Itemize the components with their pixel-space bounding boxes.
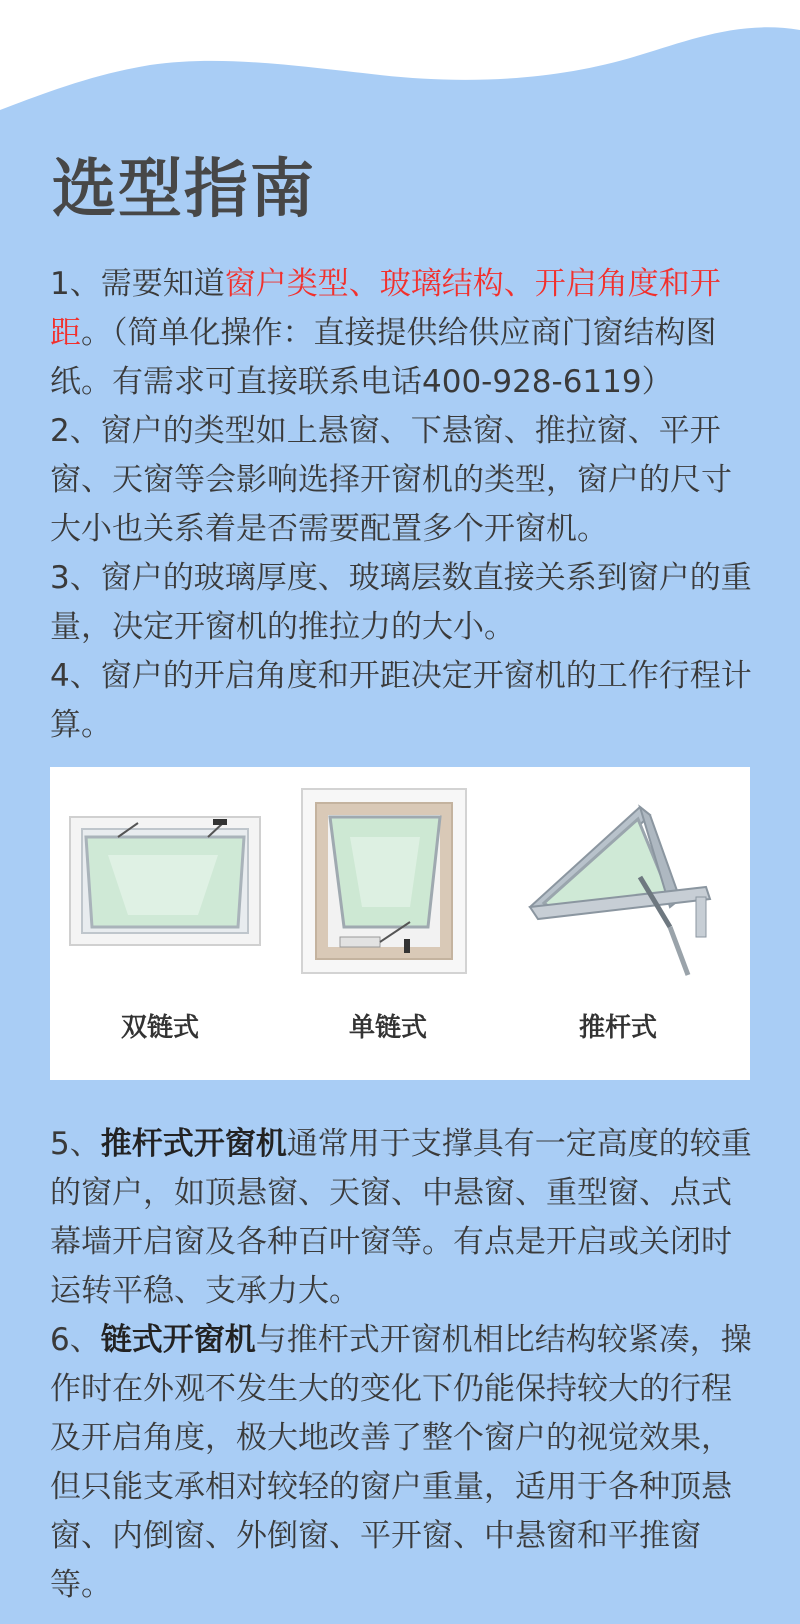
guide-item-6-suffix: 与推杆式开窗机相比结构较紧凑，操作时在外观不发生大的变化下仍能保持较大的行程及开启角度，极大地改善了整个窗户的视觉效果，但只能支承相对较轻的窗户重量，适用于各种顶悬窗、内倒窗、外倒窗、平开窗、中悬窗和平推窗等。 bbox=[50, 1322, 752, 1603]
single-chain-window-icon bbox=[300, 787, 470, 977]
guide-item-2: 2、窗户的类型如上悬窗、下悬窗、推拉窗、平开窗、天窗等会影响选择开窗机的类型，窗户的尺寸大小也关系着是否需要配置多个开窗机。 bbox=[50, 413, 732, 547]
push-rod-window-icon bbox=[520, 787, 720, 977]
guide-item-1 bbox=[50, 260, 760, 407]
guide-item-1-highlight: 窗户类型、玻璃结构、开启角度和开距 bbox=[50, 266, 721, 351]
guide-item-5 bbox=[50, 1120, 760, 1316]
opener-description-text bbox=[50, 1120, 760, 1610]
window-types-figure bbox=[50, 767, 750, 1080]
guide-item-5-bold: 推杆式开窗机 bbox=[100, 1126, 287, 1162]
guide-item-1-prefix: 1、需要知道 bbox=[50, 266, 225, 302]
guide-item-1-suffix: 。（简单化操作：直接提供给供应商门窗结构图纸。有需求可直接联系电话400-928-6119） bbox=[50, 315, 717, 400]
wave-decoration bbox=[0, 0, 800, 140]
guide-item-5-prefix: 5、 bbox=[50, 1126, 101, 1162]
double-chain-window-icon bbox=[68, 815, 263, 950]
push-rod-label: 推杆式 bbox=[578, 1013, 657, 1043]
guide-item-6-prefix: 6、 bbox=[50, 1322, 101, 1358]
guide-item-5-suffix: 通常用于支撑具有一定高度的较重的窗户，如顶悬窗、天窗、中悬窗、重型窗、点式幕墙开启窗及各种百叶窗等。有点是开启或关闭时运转平稳、支承力大。 bbox=[50, 1126, 752, 1309]
guide-item-6 bbox=[50, 1316, 760, 1610]
single-chain-label: 单链式 bbox=[348, 1013, 427, 1043]
guide-item-3: 3、窗户的玻璃厚度、玻璃层数直接关系到窗户的重量，决定开窗机的推拉力的大小。 bbox=[50, 560, 752, 645]
guide-item-4: 4、窗户的开启角度和开距决定开窗机的工作行程计算。 bbox=[50, 658, 752, 743]
double-chain-label: 双链式 bbox=[120, 1013, 199, 1043]
page-title: 选型指南 bbox=[52, 153, 316, 227]
guide-item-6-bold: 链式开窗机 bbox=[100, 1322, 256, 1358]
selection-guide-text bbox=[50, 260, 760, 750]
